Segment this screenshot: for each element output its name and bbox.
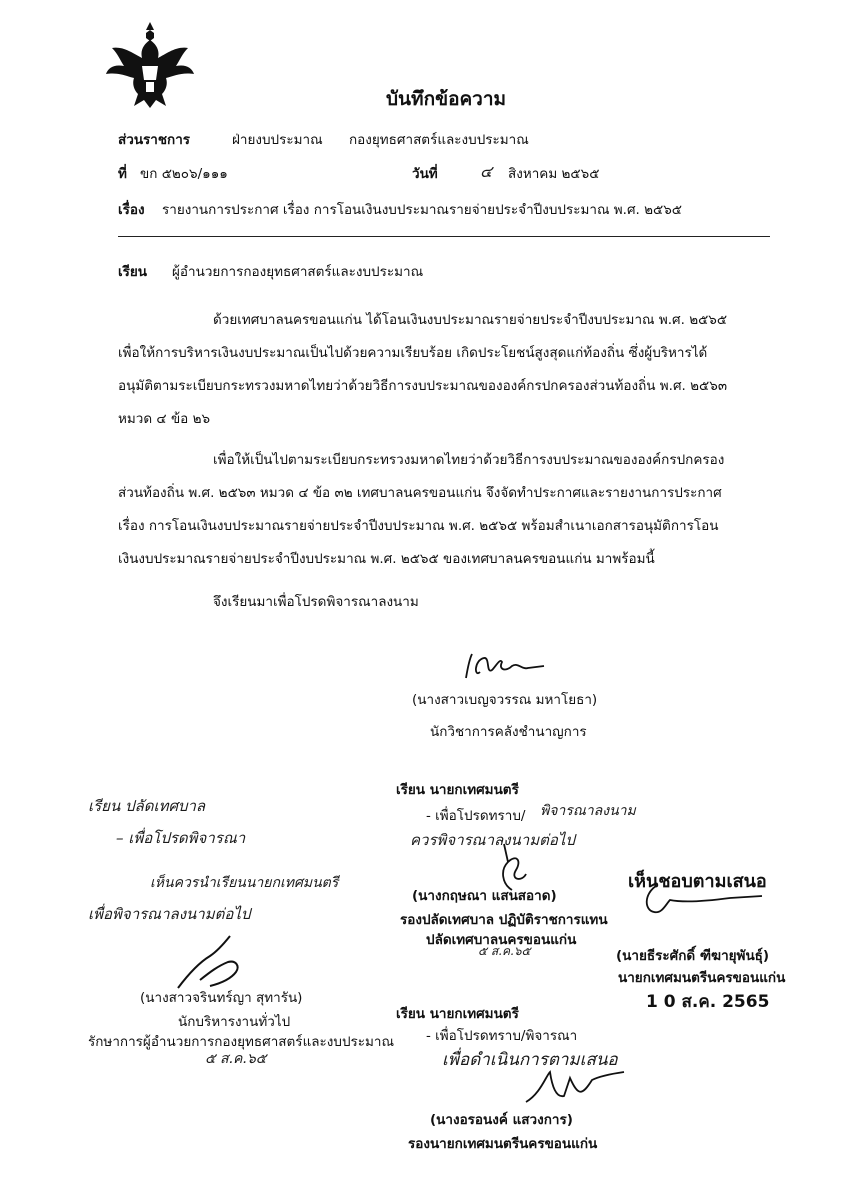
- body-p2-line4: เงินงบประมาณรายจ่ายประจำปีงบประมาณ พ.ศ. ๒๕๖๕ ของเทศบาลนครขอนแก่น มาพร้อมนี้: [118, 551, 655, 567]
- date-day: ๔: [480, 162, 493, 181]
- mayor-date: 1 0 ส.ค. 2565: [646, 992, 770, 1012]
- deputy-clerk-name: (นางกฤษณา แสนสอาด): [412, 888, 557, 904]
- deputy-mayor-to: เรียน นายกเทศมนตรี: [396, 1006, 519, 1022]
- body-p2-line3: เรื่อง การโอนเงินงบประมาณรายจ่ายประจำปีงบประมาณ พ.ศ. ๒๕๖๕ พร้อมสำเนาเอกสารอนุมัติการโอน: [118, 518, 719, 534]
- signer1-position: นักวิชาการคลังชำนาญการ: [430, 724, 587, 740]
- body-p1-line2: เพื่อให้การบริหารเงินงบประมาณเป็นไปด้วยความเรียบร้อย เกิดประโยชน์สูงสุดแก่ท้องถิ่น ซึ่งผู้บริหารได้: [118, 345, 708, 361]
- deputy-mayor-name: (นางอรอนงค์ แสวงการ): [430, 1112, 573, 1128]
- left-signer-name: (นางสาวจรินทร์ญา สุทารัน): [140, 990, 303, 1006]
- subject-value: รายงานการประกาศ เรื่อง การโอนเงินงบประมาณรายจ่ายประจำปีงบประมาณ พ.ศ. ๒๕๖๕: [162, 202, 683, 218]
- left-hand-line4: เพื่อพิจารณาลงนามต่อไป: [88, 905, 251, 923]
- header-divider: [118, 236, 770, 237]
- garuda-emblem: [104, 20, 196, 110]
- ref-label: ที่: [118, 166, 127, 182]
- deputy-mayor-hand-note: เพื่อดำเนินการตามเสนอ: [442, 1050, 618, 1070]
- deputy-clerk-position1: รองปลัดเทศบาล ปฏิบัติราชการแทน: [400, 912, 608, 928]
- signature-signer1: [462, 648, 552, 682]
- to-label: เรียน: [118, 264, 148, 280]
- deputy-mayor-position: รองนายกเทศมนตรีนครขอนแก่น: [408, 1136, 598, 1152]
- left-hand-line3: เห็นควรนำเรียนนายกเทศมนตรี: [150, 875, 339, 891]
- left-hand-line1: เรียน ปลัดเทศบาล: [88, 797, 206, 815]
- deputy-mayor-action: - เพื่อโปรดทราบ/พิจารณา: [426, 1028, 578, 1044]
- agency-division: กองยุทธศาสตร์และงบประมาณ: [349, 132, 529, 148]
- signature-mayor: [640, 880, 770, 922]
- ref-value: ขก ๕๒๐๖/๑๑๑: [140, 166, 228, 182]
- agency-label: ส่วนราชการ: [118, 132, 191, 148]
- deputy-clerk-hand-note: ควรพิจารณาลงนามต่อไป: [410, 831, 575, 849]
- subject-label: เรื่อง: [118, 202, 145, 218]
- date-month-year: สิงหาคม ๒๕๖๕: [508, 166, 600, 182]
- deputy-clerk-action: - เพื่อโปรดทราบ/: [426, 808, 526, 824]
- deputy-clerk-position2: ปลัดเทศบาลนครขอนแก่น: [426, 932, 577, 948]
- deputy-clerk-hand-action: พิจารณาลงนาม: [540, 803, 636, 819]
- mayor-approval-stamp: เห็นชอบตามเสนอ: [628, 871, 767, 892]
- body-p2-line1: เพื่อให้เป็นไปตามระเบียบกระทรวงมหาดไทยว่าด้วยวิธีการงบประมาณขององค์กรปกครอง: [213, 452, 725, 468]
- closing-text: จึงเรียนมาเพื่อโปรดพิจารณาลงนาม: [213, 594, 419, 610]
- left-signer-acting: รักษาการผู้อำนวยการกองยุทธศาสตร์และงบประมาณ: [88, 1034, 395, 1050]
- body-p1-line4: หมวด ๔ ข้อ ๒๖: [118, 411, 211, 427]
- body-p1-line3: อนุมัติตามระเบียบกระทรวงมหาดไทยว่าด้วยวิธีการงบประมาณขององค์กรปกครองส่วนท้องถิ่น พ.ศ. ๒๕๖๓: [118, 378, 728, 394]
- agency-value: ฝ่ายงบประมาณ: [232, 132, 323, 148]
- left-hand-date: ๕ ส.ค.๖๕: [205, 1051, 267, 1067]
- mayor-name: (นายธีระศักดิ์ ฑีฆายุพันธุ์): [616, 948, 770, 964]
- left-signer-position: นักบริหารงานทั่วไป: [178, 1014, 291, 1030]
- left-hand-line2: – เพื่อโปรดพิจารณา: [116, 829, 246, 847]
- signer1-name: (นางสาวเบญจวรรณ มหาโยธา): [412, 692, 598, 708]
- memo-title: บันทึกข้อความ: [386, 88, 507, 110]
- deputy-clerk-to: เรียน นายกเทศมนตรี: [396, 782, 519, 798]
- to-value: ผู้อำนวยการกองยุทธศาสตร์และงบประมาณ: [172, 264, 424, 280]
- body-p1-line1: ด้วยเทศบาลนครขอนแก่น ได้โอนเงินงบประมาณรายจ่ายประจำปีงบประมาณ พ.ศ. ๒๕๖๕: [213, 312, 728, 328]
- deputy-clerk-hand-date: ๕ ส.ค.๖๕: [478, 944, 531, 958]
- mayor-position: นายกเทศมนตรีนครขอนแก่น: [618, 970, 786, 986]
- signature-deputy-mayor: [520, 1066, 630, 1106]
- body-p2-line2: ส่วนท้องถิ่น พ.ศ. ๒๕๖๓ หมวด ๔ ข้อ ๓๒ เทศบาลนครขอนแก่น จึงจัดทำประกาศและรายงานการประกาศ: [118, 485, 722, 501]
- date-label: วันที่: [412, 166, 438, 182]
